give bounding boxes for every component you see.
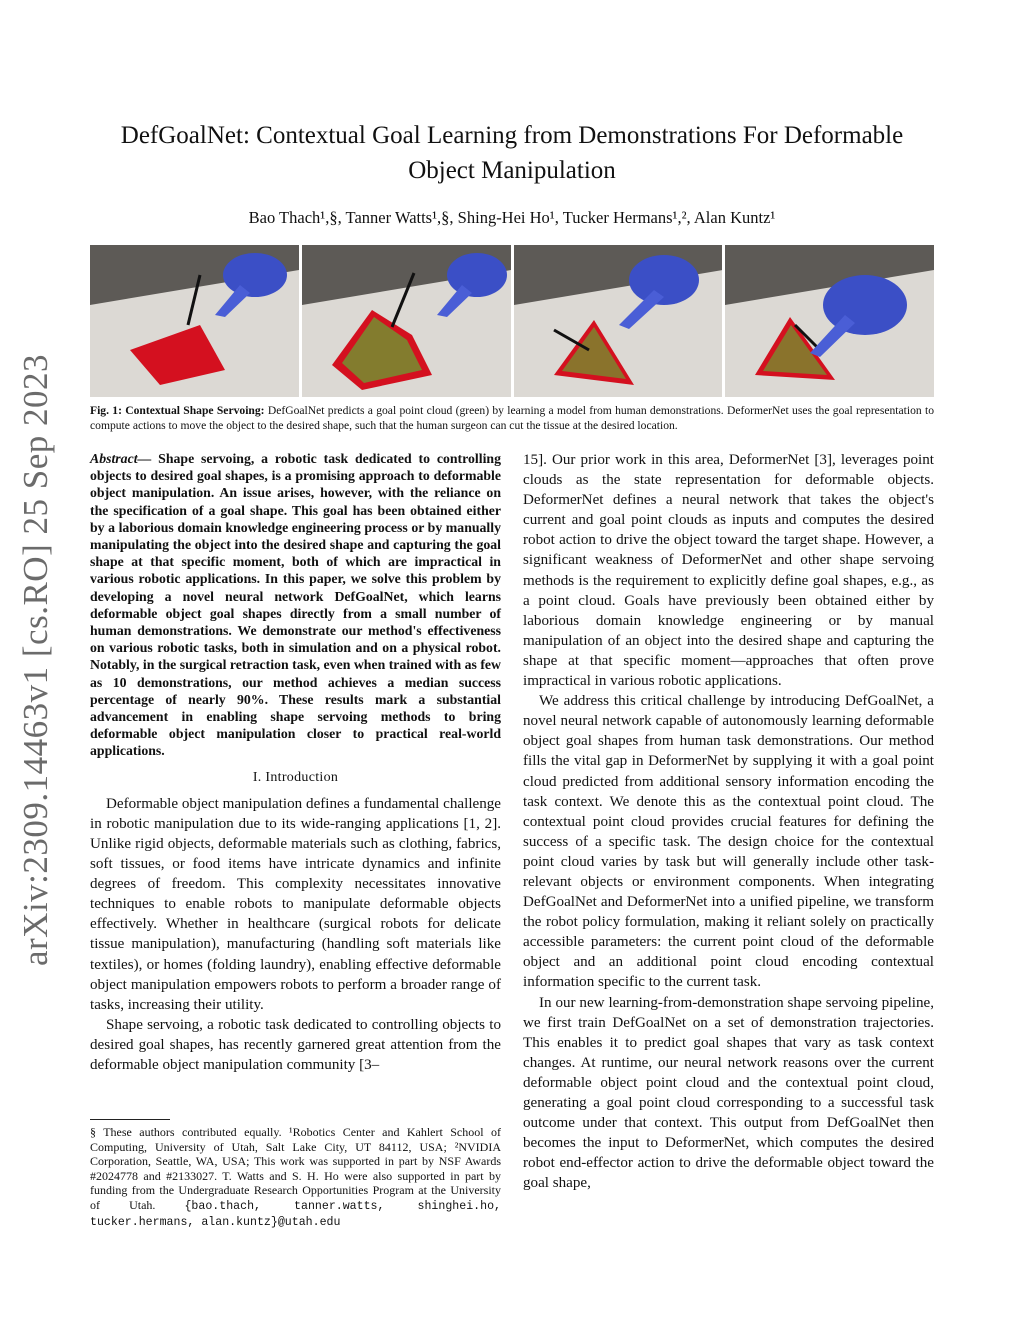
- figure-1: [90, 245, 934, 397]
- abstract: [90, 450, 501, 760]
- figure-panel-1: [90, 245, 299, 397]
- paragraph: In our new learning-from-demonstration shape servoing pipeline, we first train DefGoalNet on a set of demonstration trajectories. This enables it to predict goal shapes that vary as task context changes. At runtime, our neural network reasons over the current deformable object point cloud and the contextual point cloud, generating a goal point cloud corresponding to a successful task outcome under that context. This output from DefGoalNet then becomes the input to DeformerNet, which computes the desired robot end-effector action to drive the deformable object toward the goal shape,: [523, 994, 934, 1192]
- paper-title: DefGoalNet: Contextual Goal Learning from Demonstrations For Deformable Object Manipulation: [120, 122, 904, 184]
- paragraph: Deformable object manipulation defines a fundamental challenge in robotic manipulation due to its wide-ranging applications [1, 2]. Unlike rigid objects, deformable materials such as clothing, fabrics, soft tissues, or food items have intricate dynamics and infinite degrees of freedom. This complexity necessitates innovative techniques to enable robots to manipulate deformable objects effectively. Whether in healthcare (surgical robots for delicate tissue manipulation), manufacturing (handling soft materials like textiles), or homes (folding laundry), enabling effective deformable object manipulation empowers robots to perform a broader range of tasks, increasing their utility.: [90, 795, 501, 1013]
- footnote-text: § These authors contributed equally. ¹Robotics Center and Kahlert School of Computing, University of Utah, Salt Lake City, UT 84112, USA; ²NVIDIA Corporation, Seattle, WA, USA; This work was supported in part by NSF Awards #2024778 and #2133027. T. Watts and S. H. Ho were also supported in part by funding from the Undergraduate Research Opportunities Program at the University of Utah.: [90, 1125, 501, 1212]
- arxiv-stamp: arXiv:2309.14463v1 [cs.RO] 25 Sep 2023: [16, 353, 55, 967]
- abstract-text: Shape servoing, a robotic task dedicated to controlling objects to desired goal shapes, is a promising approach to deformable object manipulation. An issue arises, however, with the reliance on the specification of a goal shape. This goal has been obtained either by a laborious domain knowledge engineering process or by manually manipulating the object into the desired shape and capturing the goal shape at that specific moment, both of which are impractical in various robotic applications. In this paper, we solve this problem by developing a novel neural network DefGoalNet, which learns deformable object goal shapes directly from a small number of human demonstrations. We demonstrate our method's effectiveness on various robotic tasks, both in simulation and on a physical robot. Notably, in the surgical retraction task, even when trained with as few as 10 demonstrations, our method achieves a median success percentage of nearly 90%. These results mark a substantial advancement in enabling shape servoing methods to bring deformable object manipulation closer to practical real-world applications.: [90, 451, 501, 759]
- footnote-rule: [90, 1119, 170, 1120]
- footnote: [90, 1125, 501, 1231]
- abstract-label: Abstract—: [90, 451, 152, 466]
- right-column: [523, 450, 934, 1193]
- figure-caption: [90, 403, 934, 433]
- figure-panel-2: [302, 245, 511, 397]
- figure-panel-3: [514, 245, 723, 397]
- left-column: [90, 450, 501, 1075]
- figure-panel-4: [725, 245, 934, 397]
- caption-label: Fig. 1: Contextual Shape Servoing:: [90, 404, 265, 417]
- author-list: Bao Thach¹,§, Tanner Watts¹,§, Shing-Hei Ho¹, Tucker Hermans¹,², Alan Kuntz¹: [248, 208, 776, 227]
- paragraph: We address this critical challenge by introducing DefGoalNet, a novel neural network capable of autonomously learning deformable object goal shapes from human task demonstrations. Our method fills the vital gap in DeformerNet by supplying it with a goal point cloud predicted from additional sensory information encoding the task context. We denote this as the contextual point cloud. The contextual point cloud provides crucial features for defining the success of a specific task. The design choice for the contextual point cloud varies by task but will generally include other task-relevant objects or environment components. When integrating DefGoalNet and DeformerNet into a unified pipeline, we transform the robot policy formulation, making it reliant solely on practically accessible parameters: the current point cloud of the deformable object and an additional point cloud encoding contextual information specific to the current task.: [523, 693, 934, 991]
- section-heading-introduction: I. Introduction: [252, 769, 339, 785]
- footnote-emails: {bao.thach, tanner.watts, shinghei.ho, tucker.hermans, alan.kuntz}@utah.edu: [90, 1199, 501, 1229]
- paragraph: 15]. Our prior work in this area, DeformerNet [3], leverages point clouds as the state representation for deformable objects. DeformerNet defines a neural network that takes the object's current and goal point clouds as inputs and computes the desired robot action to drive the object toward the target shape. However, a significant weakness of DeformerNet and other shape servoing methods is the requirement to explicitly define goal shapes, e.g., as a point cloud. Goals have previously been obtained either by laborious domain knowledge engineering or by manual manipulation of an object into the desired shape and capturing the shape at that specific moment—approaches that often prove impractical in various robotic applications.: [523, 452, 934, 690]
- paragraph: Shape servoing, a robotic task dedicated to controlling objects to desired goal shapes, has recently garnered great attention from the deformable object manipulation community [3–: [90, 1016, 501, 1073]
- caption-text: DefGoalNet predicts a goal point cloud (green) by learning a model from human demonstrations. DeformerNet uses the goal representation to compute actions to move the object to the desired shape, such that the human surgeon can cut the tissue at the desired location.: [90, 404, 934, 432]
